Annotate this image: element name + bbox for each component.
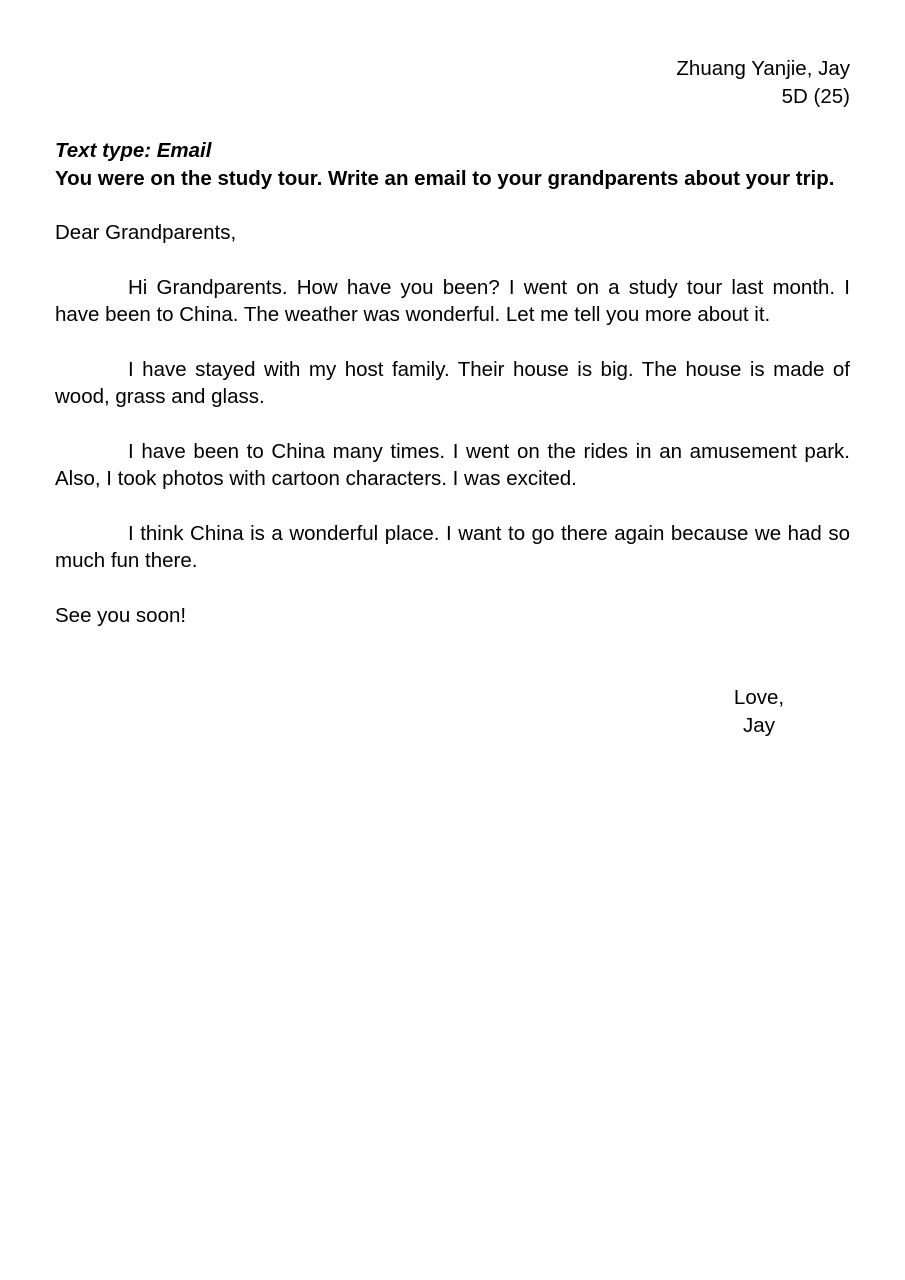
- letter-signoff: [733, 684, 785, 739]
- letter-greeting: Dear Grandparents,: [55, 221, 237, 244]
- signature: Jay: [743, 713, 775, 737]
- letter-content: [55, 137, 850, 629]
- letter-paragraph-1: Hi Grandparents. How have you been? I went on a study tour last month. I have been to China. The weather was wonderful. Let me tell you more about it.: [55, 275, 850, 326]
- letter-paragraph-2: I have stayed with my host family. Their house is big. The house is made of wood, grass and glass.: [55, 357, 850, 408]
- letter-paragraph-3: I have been to China many times. I went on the rides in an amusement park. Also, I took photos with cartoon characters. I was excited.: [55, 439, 850, 490]
- task-prompt: You were on the study tour. Write an email to your grandparents about your trip.: [55, 166, 835, 190]
- student-header: [676, 55, 850, 110]
- signoff-text: Love,: [733, 686, 785, 709]
- student-name: Zhuang Yanjie, Jay: [676, 57, 850, 80]
- letter-paragraph-4: I think China is a wonderful place. I want to go there again because we had so much fun there.: [55, 521, 850, 572]
- student-class: 5D (25): [781, 84, 850, 108]
- text-type-label: Text type: Email: [55, 139, 212, 162]
- letter-closing: See you soon!: [55, 603, 187, 627]
